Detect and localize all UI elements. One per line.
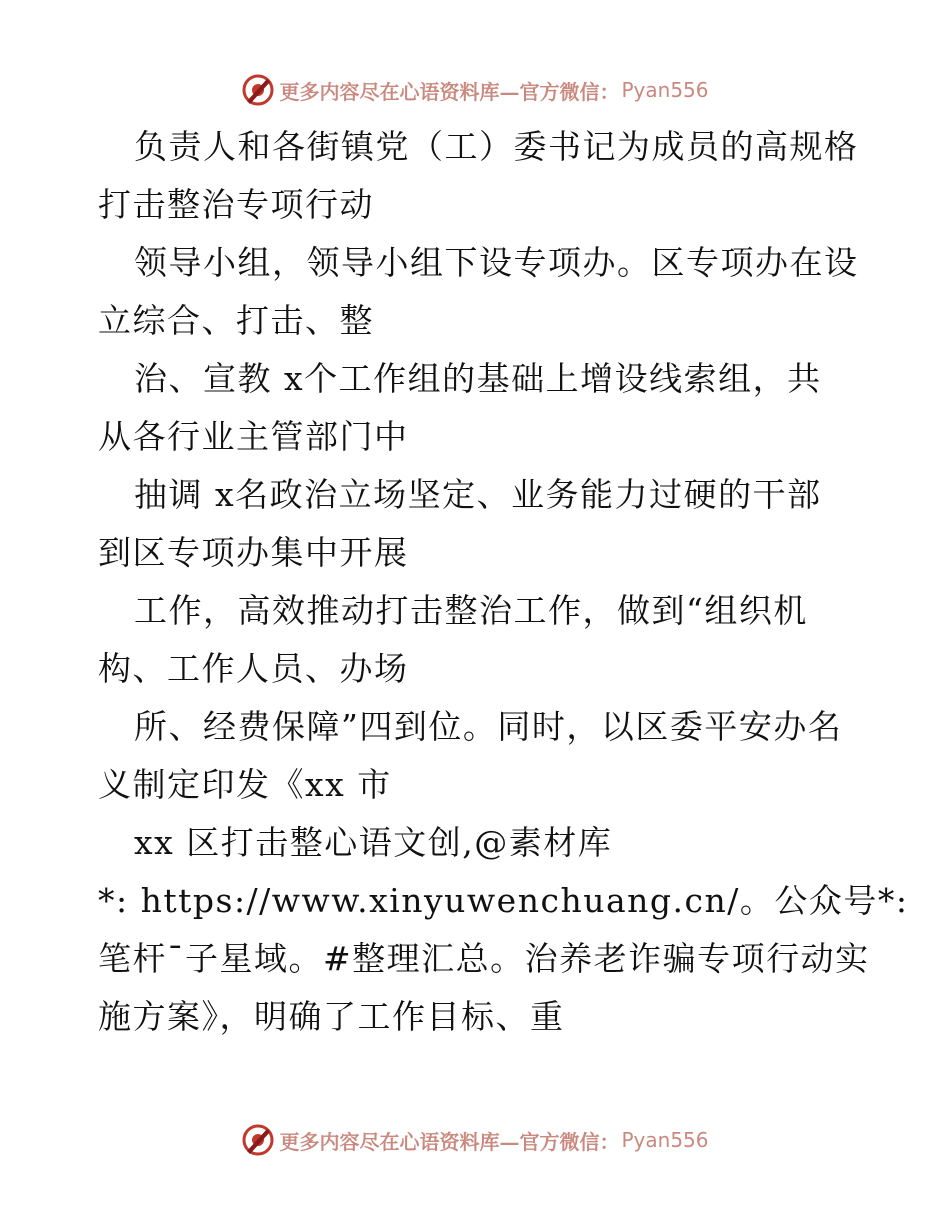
logo-icon	[241, 1123, 275, 1157]
banner-wechat-id: Pyan556	[621, 1128, 709, 1152]
text-line: 义制定印发《xx 市	[98, 765, 392, 804]
text-line: 施方案》，明确了工作目标、重	[98, 997, 565, 1036]
text-line: 立综合、打击、整	[98, 301, 374, 340]
text-line: 从各行业主管部门中	[98, 417, 409, 456]
text-line: *: https://www.xinyuwenchuang.cn/。公众号*:	[98, 881, 909, 920]
text-line: 负责人和各街镇党（工）委书记为成员的高规格	[134, 127, 859, 166]
text-line: 打击整治专项行动	[98, 185, 374, 224]
text-line: 到区专项办集中开展	[98, 533, 409, 572]
footer-banner	[0, 1120, 950, 1160]
text-line: 领导小组，领导小组下设专项办。区专项办在设	[134, 243, 859, 282]
text-line: xx 区打击整心语文创,@素材库	[134, 823, 613, 862]
banner-wechat-id: Pyan556	[621, 78, 709, 102]
banner-text: 更多内容尽在心语资料库—官方微信：	[279, 79, 620, 104]
banner-text: 更多内容尽在心语资料库—官方微信：	[279, 1129, 620, 1154]
logo-icon	[241, 73, 275, 107]
text-line: 所、经费保障”四到位。同时，以区委平安办名	[134, 707, 843, 746]
header-banner	[0, 70, 950, 110]
text-line: 抽调 x名政治立场坚定、业务能力过硬的干部	[134, 475, 822, 514]
text-line: 工作，高效推动打击整治工作，做到“组织机	[134, 591, 808, 630]
text-line: 构、工作人员、办场	[98, 649, 409, 688]
text-line: 治、宣教 x个工作组的基础上增设线索组，共	[134, 359, 822, 398]
text-line: 笔杆¯子星域。#整理汇总。治养老诈骗专项行动实	[98, 939, 870, 978]
